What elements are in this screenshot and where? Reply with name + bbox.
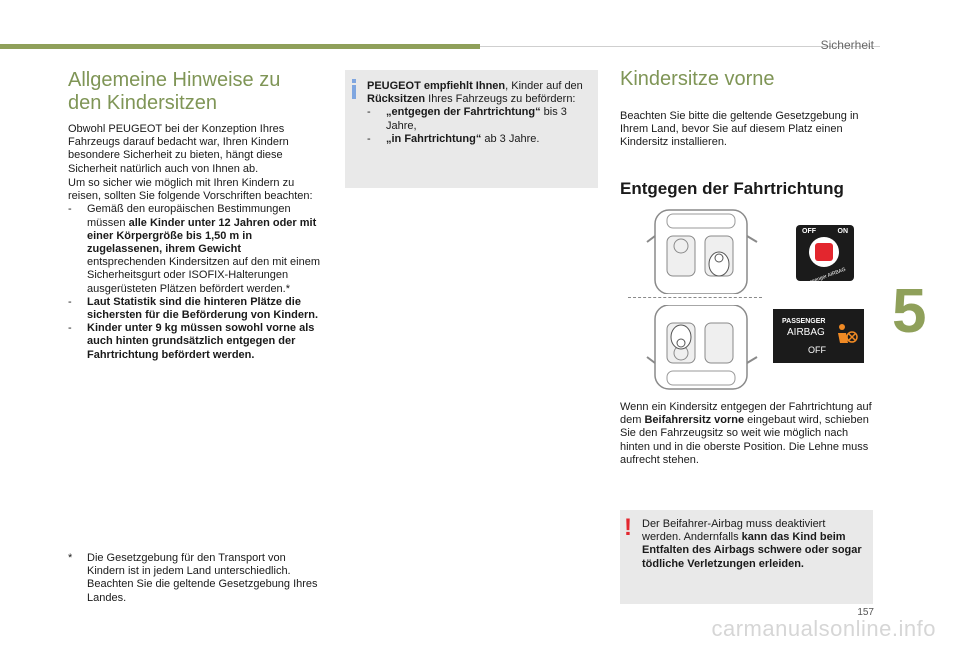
info-text (367, 80, 587, 146)
indicator-line-2: AIRBAG (787, 327, 825, 338)
rule-1-pre: Gemäß den europäischen Bestimmungen müssen (87, 203, 291, 229)
switch-caption: Passenger AIRBAG (803, 266, 847, 288)
list-dash: - (367, 106, 371, 119)
rules-intro: Um so sicher wie möglich mit Ihren Kindern zu reisen, sollten Sie folgende Vorschriften beachten: (68, 177, 313, 203)
rule-1-post: entsprechenden Kindersitzen auf den mit einem Sicherheitsgurt oder ISOFIX-Halterungen ausgerüsteten Plätzen befördert werden.* (87, 256, 320, 295)
header-accent-bar (0, 44, 480, 49)
list-item (68, 322, 322, 362)
section-title: Sicherheit (820, 38, 874, 52)
list-dash: - (367, 132, 371, 145)
instruction-post: eingebaut wird, schieben Sie den Fahrzeugsitz so weit wie möglich nach hinten und in die oberste Position. Die Lehne muss aufrecht stehen. (620, 414, 869, 466)
list-item (68, 203, 322, 295)
car-top-view-illustration (643, 208, 761, 294)
footnote-text: Die Gesetzgebung für den Transport von Kindern ist in jedem Land unterschiedlich. Beachten Sie die geltende Gesetzgebung Ihres Landes. (87, 552, 318, 604)
watermark: carmanualsonline.info (711, 616, 936, 641)
page-title (68, 69, 280, 115)
info-icon (349, 79, 359, 99)
list-item (68, 296, 322, 322)
section-intro: Beachten Sie bitte die geltende Gesetzgebung in Ihrem Land, bevor Sie auf diesem Platz einen Kindersitz installieren. (620, 110, 859, 149)
chapter-number: 5 (892, 277, 927, 346)
info-item-2: ab 3 Jahre. (481, 132, 540, 145)
list-dash: - (68, 295, 72, 308)
info-item-2-bold: „in Fahrtrichtung“ (386, 132, 482, 145)
title-line-2: den Kindersitzen (68, 92, 217, 114)
rule-2: Laut Statistik sind die hinteren Plätze die sichersten für die Beförderung von Kindern. (87, 295, 319, 322)
rules-block (68, 177, 322, 362)
info-text-b: Ihres Fahrzeugs zu befördern: (425, 93, 576, 106)
intro-paragraph: Obwohl PEUGEOT bei der Konzeption Ihres Fahrzeugs darauf bedacht war, Ihren Kindern besondere Sicherheit zu bieten, hängt diese Sicherheit natürlich auch von Ihnen ab. (68, 123, 289, 175)
list-dash: - (68, 322, 72, 335)
key-knob-icon (809, 237, 839, 267)
section-heading: Kindersitze vorne (620, 68, 775, 90)
instruction-bold: Beifahrersitz vorne (644, 414, 745, 427)
instruction-pre: Wenn ein Kindersitz entgegen der Fahrtrichtung auf dem (620, 401, 872, 427)
airbag-off-indicator (773, 309, 864, 363)
rule-1-bold: alle Kinder unter 12 Jahren oder mit einer Körpergröße bis 1,50 m in zugelassenen, ihrem Gewicht (87, 216, 317, 256)
indicator-line-3: OFF (808, 345, 826, 355)
subsection-heading: Entgegen der Fahrtrichtung (620, 179, 844, 198)
instruction-paragraph (620, 401, 872, 467)
footnote (68, 552, 322, 605)
divider-dashed (628, 297, 762, 298)
rule-3: Kinder unter 9 kg müssen sowohl vorne als auch hinten grundsätzlich entgegen der Fahrtrichtung befördert werden. (87, 322, 315, 361)
list-dash: - (68, 203, 72, 216)
list-item (367, 133, 587, 146)
list-item (367, 106, 587, 132)
info-bold-2: Rücksitzen (367, 93, 426, 106)
warning-pre: Der Beifahrer-Airbag muss deaktiviert werden. Andernfalls (642, 518, 826, 544)
airbag-key-switch (796, 225, 854, 288)
switch-on-label: ON (837, 228, 848, 235)
info-item-1-bold: „entgegen der Fahrtrichtung“ (386, 106, 541, 119)
indicator-line-1: PASSENGER (782, 318, 826, 325)
footnote-mark: * (68, 552, 73, 564)
warning-text (642, 518, 864, 571)
switch-off-label: OFF (802, 228, 816, 235)
page-number: 157 (857, 607, 874, 618)
info-bold-1: PEUGEOT empfiehlt Ihnen (367, 80, 506, 92)
warning-bold: kann das Kind beim Entfalten des Airbags schwere oder sogar tödliche Verletzungen erleiden. (642, 531, 862, 570)
info-item-1: bis 3 Jahre, (386, 106, 567, 132)
title-line-1: Allgemeine Hinweise zu (68, 69, 281, 91)
warning-icon: ! (624, 514, 632, 541)
info-text-a: , Kinder auf den (505, 80, 583, 92)
car-top-view-illustration (643, 305, 761, 391)
airbag-off-icon (834, 321, 858, 347)
